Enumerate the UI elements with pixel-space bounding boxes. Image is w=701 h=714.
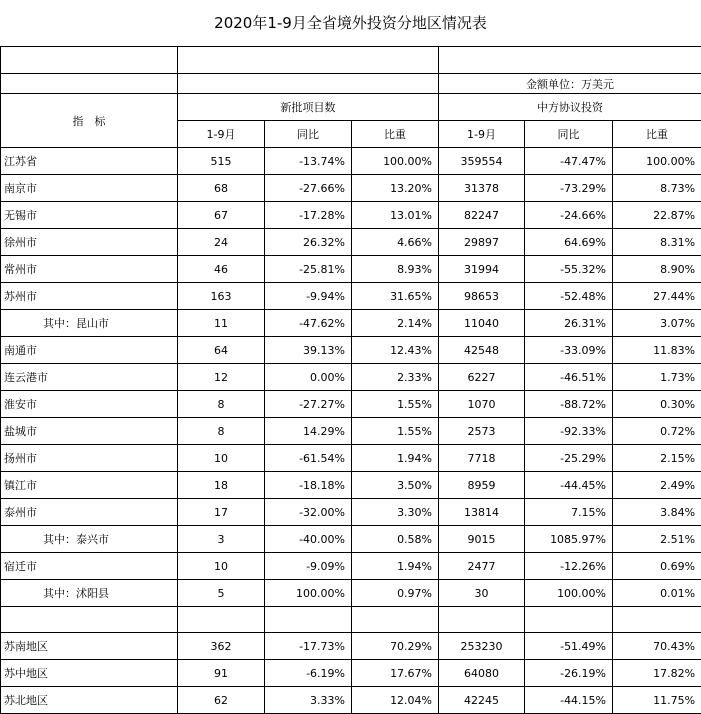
table-cell: 100.00% <box>352 148 439 175</box>
row-label: 其中：沭阳县 <box>1 580 178 607</box>
chinese-investment-header: 中方协议投资 <box>439 94 701 121</box>
table-cell: 2.15% <box>613 445 701 472</box>
col-header-yoy: 同比 <box>265 121 352 148</box>
table-cell: 1.94% <box>352 553 439 580</box>
row-label: 苏北地区 <box>1 687 178 714</box>
table-cell: -44.15% <box>525 687 613 714</box>
table-cell: -33.09% <box>525 337 613 364</box>
table-cell: 10 <box>178 553 265 580</box>
table-cell: 26.31% <box>525 310 613 337</box>
table-cell: -27.66% <box>265 175 352 202</box>
row-label: 扬州市 <box>1 445 178 472</box>
table-row <box>1 310 701 337</box>
table-cell: 1.73% <box>613 364 701 391</box>
table-row <box>1 202 701 229</box>
table-cell: -25.81% <box>265 256 352 283</box>
table-cell: 31378 <box>439 175 525 202</box>
table-cell: 64080 <box>439 660 525 687</box>
table-row <box>1 499 701 526</box>
table-row <box>1 580 701 607</box>
table-row <box>1 553 701 580</box>
table-cell: -25.29% <box>525 445 613 472</box>
table-cell: 100.00% <box>525 580 613 607</box>
table-cell: -73.29% <box>525 175 613 202</box>
table-cell: -47.47% <box>525 148 613 175</box>
table-cell: -40.00% <box>265 526 352 553</box>
table-cell: 12 <box>178 364 265 391</box>
table-cell: -55.32% <box>525 256 613 283</box>
table-row <box>1 364 701 391</box>
table-cell: 91 <box>178 660 265 687</box>
table-row <box>1 526 701 553</box>
table-cell: 163 <box>178 283 265 310</box>
table-cell: -46.51% <box>525 364 613 391</box>
table-row <box>1 418 701 445</box>
row-label: 徐州市 <box>1 229 178 256</box>
table-cell: -51.49% <box>525 633 613 660</box>
table-cell: 46 <box>178 256 265 283</box>
table-cell: 2477 <box>439 553 525 580</box>
table-cell: 8.73% <box>613 175 701 202</box>
table-cell: 64 <box>178 337 265 364</box>
table-cell: 1070 <box>439 391 525 418</box>
table-cell: 13.01% <box>352 202 439 229</box>
row-label: 南通市 <box>1 337 178 364</box>
row-label: 淮安市 <box>1 391 178 418</box>
table-cell: 13814 <box>439 499 525 526</box>
row-label: 连云港市 <box>1 364 178 391</box>
table-cell: 3.30% <box>352 499 439 526</box>
table-cell: -44.45% <box>525 472 613 499</box>
table-cell: 5 <box>178 580 265 607</box>
table-cell: 14.29% <box>265 418 352 445</box>
new-projects-header: 新批项目数 <box>178 94 439 121</box>
table-cell: 2.51% <box>613 526 701 553</box>
table-cell: -52.48% <box>525 283 613 310</box>
table-cell: 18 <box>178 472 265 499</box>
table-cell: 17 <box>178 499 265 526</box>
table-cell: 7.15% <box>525 499 613 526</box>
table-cell: -9.09% <box>265 553 352 580</box>
table-cell: 1.55% <box>352 391 439 418</box>
table-cell: -6.19% <box>265 660 352 687</box>
table-cell: -18.18% <box>265 472 352 499</box>
spacer-row <box>1 607 701 633</box>
col-header-period: 1-9月 <box>439 121 525 148</box>
table-cell: 7718 <box>439 445 525 472</box>
table-cell: 3.84% <box>613 499 701 526</box>
table-row <box>1 633 701 660</box>
table-cell: -61.54% <box>265 445 352 472</box>
table-cell: 100.00% <box>265 580 352 607</box>
table-row <box>1 660 701 687</box>
table-cell: -88.72% <box>525 391 613 418</box>
table-cell: 11.75% <box>613 687 701 714</box>
table-cell: 6227 <box>439 364 525 391</box>
table-cell: -92.33% <box>525 418 613 445</box>
table-row <box>1 687 701 714</box>
row-label: 苏州市 <box>1 283 178 310</box>
row-label: 苏中地区 <box>1 660 178 687</box>
table-cell: 3.07% <box>613 310 701 337</box>
table-cell: 30 <box>439 580 525 607</box>
table-row <box>1 472 701 499</box>
table-cell: 24 <box>178 229 265 256</box>
row-label: 其中：昆山市 <box>1 310 178 337</box>
row-label: 无锡市 <box>1 202 178 229</box>
col-header-yoy: 同比 <box>525 121 613 148</box>
table-cell: -9.94% <box>265 283 352 310</box>
table-cell: 62 <box>178 687 265 714</box>
table-cell: 0.72% <box>613 418 701 445</box>
table-cell: 2.49% <box>613 472 701 499</box>
table-cell: 0.97% <box>352 580 439 607</box>
table-cell: -12.26% <box>525 553 613 580</box>
table-cell: 8.90% <box>613 256 701 283</box>
table-cell: 10 <box>178 445 265 472</box>
unit-label: 金额单位：万美元 <box>439 74 701 94</box>
table-cell: 98653 <box>439 283 525 310</box>
row-label: 常州市 <box>1 256 178 283</box>
table-cell: -17.28% <box>265 202 352 229</box>
table-cell: 2.33% <box>352 364 439 391</box>
table-row <box>1 148 701 175</box>
table-cell: 29897 <box>439 229 525 256</box>
table-cell: 31.65% <box>352 283 439 310</box>
col-header-period: 1-9月 <box>178 121 265 148</box>
unit-row <box>1 74 701 94</box>
table-cell: 2.14% <box>352 310 439 337</box>
table-cell: -26.19% <box>525 660 613 687</box>
table-cell: 1.55% <box>352 418 439 445</box>
table-cell: -13.74% <box>265 148 352 175</box>
row-label: 其中：泰兴市 <box>1 526 178 553</box>
table-cell: -24.66% <box>525 202 613 229</box>
table-cell: 359554 <box>439 148 525 175</box>
table-cell: 1085.97% <box>525 526 613 553</box>
table-cell: 12.04% <box>352 687 439 714</box>
table-cell: 100.00% <box>613 148 701 175</box>
table-cell: 0.00% <box>265 364 352 391</box>
blank-header-row <box>1 47 701 74</box>
table-row <box>1 391 701 418</box>
table-cell: 9015 <box>439 526 525 553</box>
table-cell: 4.66% <box>352 229 439 256</box>
table-cell: 27.44% <box>613 283 701 310</box>
table-cell: 2573 <box>439 418 525 445</box>
investment-table <box>0 46 701 714</box>
col-header-share: 比重 <box>613 121 701 148</box>
row-label: 苏南地区 <box>1 633 178 660</box>
table-row <box>1 337 701 364</box>
indicator-header: 指 标 <box>1 94 178 148</box>
table-cell: 8 <box>178 418 265 445</box>
table-cell: 3.50% <box>352 472 439 499</box>
table-cell: 0.30% <box>613 391 701 418</box>
table-cell: -17.73% <box>265 633 352 660</box>
table-cell: 42245 <box>439 687 525 714</box>
table-cell: 8 <box>178 391 265 418</box>
table-row <box>1 283 701 310</box>
table-cell: 67 <box>178 202 265 229</box>
table-cell: 1.94% <box>352 445 439 472</box>
row-label: 镇江市 <box>1 472 178 499</box>
table-cell: 0.69% <box>613 553 701 580</box>
row-label: 泰州市 <box>1 499 178 526</box>
table-cell: 3 <box>178 526 265 553</box>
table-cell: 22.87% <box>613 202 701 229</box>
table-cell: 253230 <box>439 633 525 660</box>
table-cell: -27.27% <box>265 391 352 418</box>
row-label: 宿迁市 <box>1 553 178 580</box>
table-row <box>1 445 701 472</box>
table-cell: 362 <box>178 633 265 660</box>
table-cell: 70.29% <box>352 633 439 660</box>
table-cell: 64.69% <box>525 229 613 256</box>
table-cell: 39.13% <box>265 337 352 364</box>
table-cell: 0.58% <box>352 526 439 553</box>
table-cell: 8.31% <box>613 229 701 256</box>
table-cell: 0.01% <box>613 580 701 607</box>
table-cell: 42548 <box>439 337 525 364</box>
col-header-share: 比重 <box>352 121 439 148</box>
table-cell: 70.43% <box>613 633 701 660</box>
row-label: 江苏省 <box>1 148 178 175</box>
group-header-row <box>1 94 701 121</box>
table-cell: 17.82% <box>613 660 701 687</box>
table-cell: 68 <box>178 175 265 202</box>
table-cell: 3.33% <box>265 687 352 714</box>
table-cell: 31994 <box>439 256 525 283</box>
table-cell: 8959 <box>439 472 525 499</box>
table-cell: 13.20% <box>352 175 439 202</box>
table-cell: -47.62% <box>265 310 352 337</box>
table-cell: 8.93% <box>352 256 439 283</box>
table-cell: 17.67% <box>352 660 439 687</box>
table-cell: 11040 <box>439 310 525 337</box>
row-label: 南京市 <box>1 175 178 202</box>
table-cell: 11.83% <box>613 337 701 364</box>
row-label: 盐城市 <box>1 418 178 445</box>
table-title: 2020年1-9月全省境外投资分地区情况表 <box>0 0 701 46</box>
table-row <box>1 229 701 256</box>
table-cell: 26.32% <box>265 229 352 256</box>
table-cell: 515 <box>178 148 265 175</box>
table-row <box>1 256 701 283</box>
table-cell: 12.43% <box>352 337 439 364</box>
table-cell: -32.00% <box>265 499 352 526</box>
table-cell: 82247 <box>439 202 525 229</box>
table-cell: 11 <box>178 310 265 337</box>
table-row <box>1 175 701 202</box>
